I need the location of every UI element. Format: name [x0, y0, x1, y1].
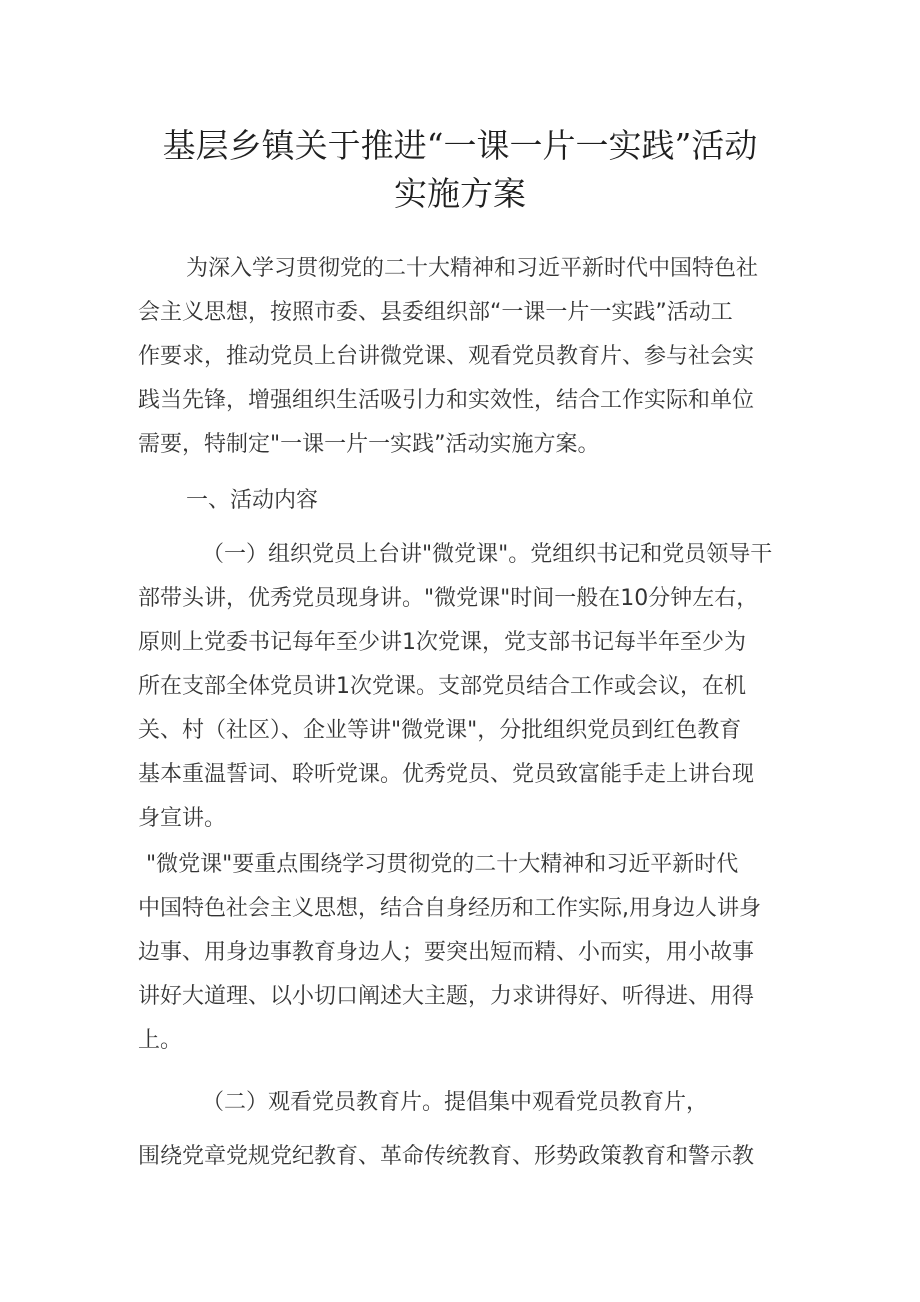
- paragraph-line: 原则上党委书记每年至少讲1次党课，党支部书记每半年至少为: [138, 630, 746, 655]
- paragraph-line: 需要，特制定"一课一片一实践”活动实施方案。: [138, 432, 600, 457]
- paragraph-line: "微党课"要重点围绕学习贯彻党的二十大精神和习近平新时代: [146, 852, 739, 877]
- paragraph-line: 围绕党章党规党纪教育、革命传统教育、形势政策教育和警示教: [138, 1144, 755, 1169]
- paragraph-line: 会主义思想，按照市委、县委组织部“一课一片一实践”活动工: [138, 300, 733, 325]
- paragraph-line: 上。: [138, 1028, 183, 1053]
- paragraph-line: 中国特色社会主义思想，结合自身经历和工作实际,用身边人讲身: [138, 896, 761, 921]
- document-title-line-1: 基层乡镇关于推进“一课一片一实践”活动: [162, 126, 758, 165]
- section-heading: 一、活动内容: [186, 488, 319, 513]
- paragraph-line: 基本重温誓词、聆听党课。优秀党员、党员致富能手走上讲台现: [138, 762, 755, 787]
- document-title-line-2: 实施方案: [394, 174, 526, 213]
- paragraph-line: 所在支部全体党员讲1次党课。支部党员结合工作或会议，在机: [138, 674, 746, 699]
- paragraph-line: 践当先锋，增强组织生活吸引力和实效性，结合工作实际和单位: [138, 388, 755, 413]
- paragraph-line: 为深入学习贯彻党的二十大精神和习近平新时代中国特色社: [186, 256, 759, 281]
- paragraph-line: （二）观看党员教育片。提倡集中观看党员教育片，: [202, 1090, 709, 1115]
- paragraph-line: 边事、用身边事教育身边人；要突出短而精、小而实，用小故事: [138, 940, 755, 965]
- paragraph-line: （一）组织党员上台讲"微党课"。党组织书记和党员领导干: [202, 542, 773, 567]
- paragraph-line: 讲好大道理、以小切口阐述大主题，力求讲得好、听得进、用得: [138, 984, 755, 1009]
- paragraph-line: 身宣讲。: [138, 806, 227, 831]
- paragraph-line: 部带头讲，优秀党员现身讲。"微党课"时间一般在10分钟左右，: [138, 586, 759, 611]
- paragraph-line: 关、村（社区）、企业等讲"微党课"，分批组织党员到红色教育: [138, 718, 742, 743]
- paragraph-line: 作要求，推动党员上台讲微党课、观看党员教育片、参与社会实: [138, 344, 755, 369]
